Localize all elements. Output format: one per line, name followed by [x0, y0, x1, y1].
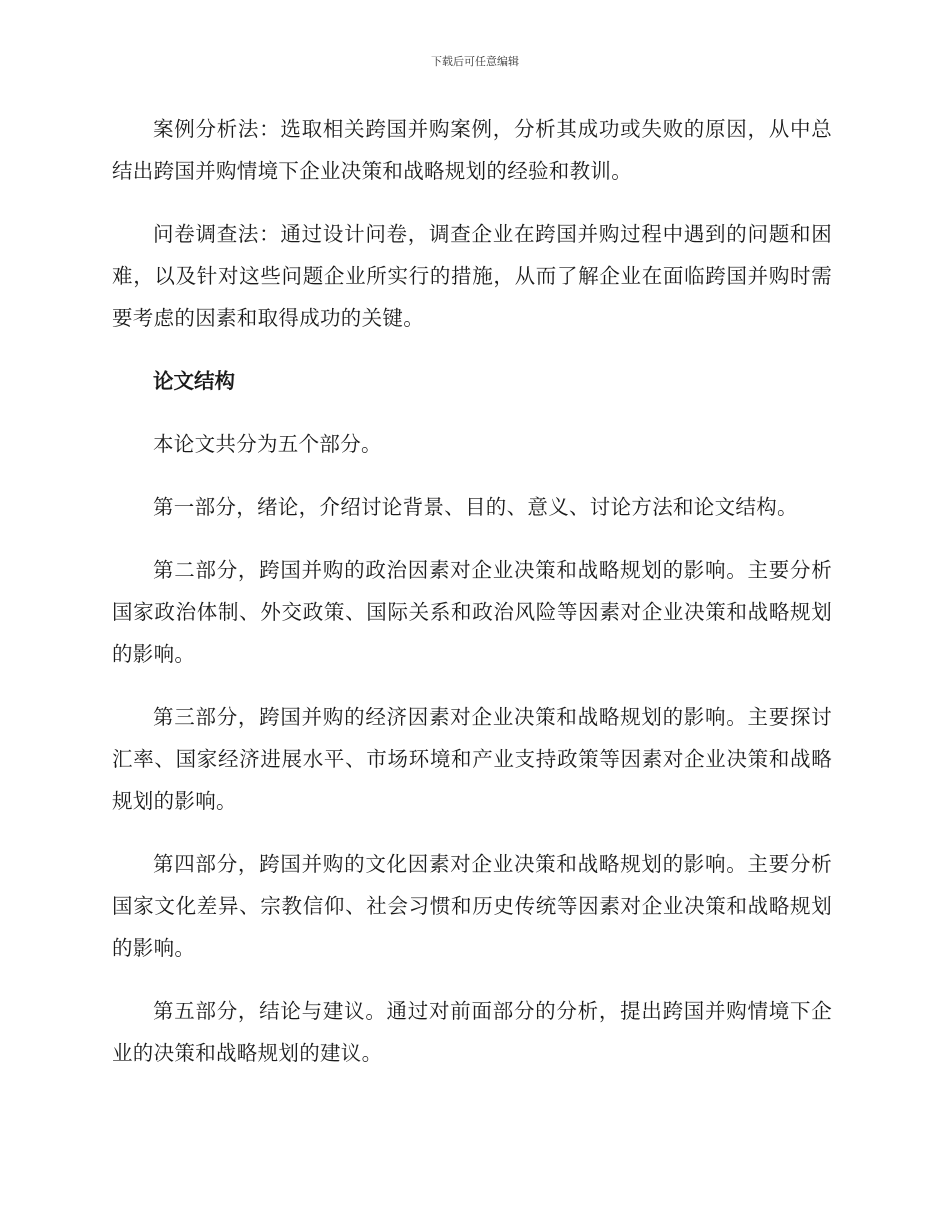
paragraph-case-study: 案例分析法：选取相关跨国并购案例，分析其成功或失败的原因，从中总结出跨国并购情境下企业决策和战略规划的经验和教训。 — [112, 117, 832, 183]
paragraph-part2: 第二部分，跨国并购的政治因素对企业决策和战略规划的影响。主要分析国家政治体制、外交政策、国际关系和政治风险等因素对企业决策和战略规划的影响。 — [112, 558, 832, 666]
paragraph-survey: 问卷调查法：通过设计问卷，调查企业在跨国并购过程中遇到的问题和困难，以及针对这些问题企业所实行的措施，从而了解企业在面临跨国并购时需要考虑的因素和取得成功的关键。 — [112, 222, 832, 330]
page-header: 下载后可任意编辑 — [431, 55, 519, 68]
paragraph-part1: 第一部分，绪论，介绍讨论背景、目的、意义、讨论方法和论文结构。 — [153, 495, 798, 519]
document-body — [112, 108, 832, 1095]
paragraph-part4: 第四部分，跨国并购的文化因素对企业决策和战略规划的影响。主要分析国家文化差异、宗教信仰、社会习惯和历史传统等因素对企业决策和战略规划的影响。 — [112, 852, 832, 960]
section-heading-structure: 论文结构 — [153, 369, 235, 393]
paragraph-intro: 本论文共分为五个部分。 — [153, 432, 382, 456]
paragraph-part5: 第五部分，结论与建议。通过对前面部分的分析，提出跨国并购情境下企业的决策和战略规划的建议。 — [112, 999, 832, 1065]
paragraph-part3: 第三部分，跨国并购的经济因素对企业决策和战略规划的影响。主要探讨汇率、国家经济进展水平、市场环境和产业支持政策等因素对企业决策和战略规划的影响。 — [112, 705, 832, 813]
